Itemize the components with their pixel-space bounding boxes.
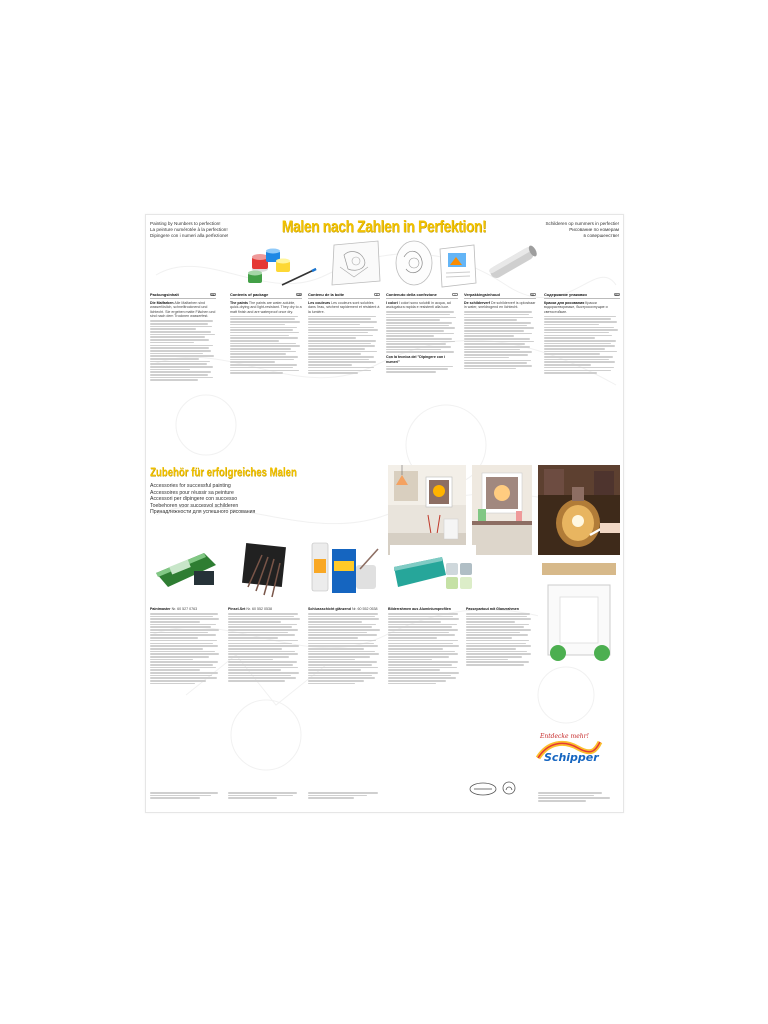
rolled-canvas-illustration <box>482 237 542 289</box>
footer-note-3 <box>308 791 382 800</box>
header-right-line: Schilderen op nummers in perfectie! <box>545 221 619 226</box>
bottle-painting-photo <box>538 465 620 555</box>
paragraph-lead: Краски для рисования <box>544 300 585 305</box>
accessory-text-col-4 <box>388 607 462 787</box>
text-column-de <box>150 293 216 461</box>
header-subtitles-left <box>150 221 230 239</box>
paragraph-text: Краски водорастворимые, быстросохнущие и светостойкие. <box>544 300 608 314</box>
accessory-number: Nr. 60 552 0538 <box>246 607 272 611</box>
paragraph-text: I colori sono solubili in acqua, ad asciugatura rapida e resistenti alla luce. <box>386 300 451 310</box>
accessories-sub-line: Принадлежности для успешного рисования <box>150 509 256 516</box>
paragraph-lead: Con la tecnica del "Dipingere con i numeri" <box>386 355 446 364</box>
paintmaster-product-photo <box>150 543 222 599</box>
paragraph-lead: Les couleurs <box>308 300 331 305</box>
accessory-name: Passepartout mit Glanzrahmen <box>466 607 519 611</box>
accessory-number: Nr. 60 552 0538 <box>351 607 378 611</box>
canvas-motif-illustration <box>392 237 436 289</box>
header-left-line: La peinture numérotée à la perfection! <box>150 227 228 232</box>
accessory-name: Bilderrahmen aus Aluminiumprofilen <box>388 607 451 611</box>
passepartout-photo <box>538 561 620 665</box>
accessories-sub-line: Accessoires pour réussir sa peinture <box>150 489 234 496</box>
accessory-name: Pinsel-Set <box>228 607 246 611</box>
accessory-text-col-2 <box>228 607 302 787</box>
accessory-name: Paintmaster <box>150 607 171 611</box>
accessories-sub-line: Accessori per dipingere con successo <box>150 496 238 503</box>
brush-set-photo <box>228 541 300 601</box>
accessory-number: Nr. 60 527 0763 <box>171 607 198 611</box>
column-heading: Verpakkingsinhoud <box>464 293 500 297</box>
text-column-ru <box>544 293 620 461</box>
header-left-line: Painting by Numbers to perfection! <box>150 221 221 226</box>
svg-text:Schipper: Schipper <box>544 751 599 764</box>
paragraph-lead: The paints <box>230 300 248 305</box>
column-heading: Содержание упаковки <box>544 293 587 297</box>
svg-text:Entdecke mehr!: Entdecke mehr! <box>540 733 589 740</box>
text-column-en <box>230 293 302 461</box>
paragraph-lead: Die Malfarben <box>150 300 174 305</box>
column-heading: Contents of package <box>230 293 269 297</box>
paragraph-text: De schilderverf is oplosbaar in water, sneldrogend en lichtecht. <box>464 300 536 310</box>
column-heading: Contenuto della confezione <box>386 293 437 297</box>
paragraph-text: The paints are water-soluble, quick-drying and light-resistant. They dry to a matt finish and are waterproof once dry. <box>230 300 302 314</box>
paragraph-text: Les couleurs sont solubles dans l'eau, sèchent rapidement et résistent à la lumière. <box>308 300 380 314</box>
instruction-booklet-illustration <box>436 241 480 289</box>
text-column-fr <box>308 293 380 461</box>
header-subtitles-right <box>539 221 619 239</box>
footer-address <box>538 791 618 803</box>
column-heading: Packungsinhalt <box>150 293 179 297</box>
schipper-logo <box>534 728 604 766</box>
flag-gb-icon: GB <box>297 294 301 297</box>
accessories-subtitles <box>150 483 255 516</box>
text-column-it <box>386 293 458 461</box>
flag-de-icon: DE <box>211 294 215 297</box>
painting-template-illustration <box>328 237 384 289</box>
flag-it-icon: I <box>452 293 458 296</box>
flag-ru-icon: RU <box>615 294 619 297</box>
page-title: Malen nach Zahlen in Perfektion! <box>281 217 487 236</box>
varnish-product-photo <box>306 535 384 601</box>
accessory-name: Schlussschicht glänzend <box>308 607 351 611</box>
flag-nl-icon: NL <box>531 294 535 297</box>
accessory-text-col-1 <box>150 607 222 787</box>
accessory-text-col-3 <box>308 607 382 787</box>
paragraph-lead: I colori <box>386 300 398 305</box>
instruction-sheet <box>145 214 624 813</box>
text-column-nl <box>464 293 536 461</box>
age-warning-icon <box>502 781 516 795</box>
column-heading: Contenu de la boîte <box>308 293 345 297</box>
header-right-line: в совершенстве! <box>583 233 619 238</box>
shelf-photo <box>472 465 532 555</box>
accessory-text-col-5 <box>466 607 534 725</box>
accessories-sub-line: Toebehoren voor succesvol schilderen <box>150 502 239 509</box>
frame-product-photo <box>390 545 476 599</box>
accessories-title: Zubehör für erfolgreiches Malen <box>150 465 297 479</box>
footer-note-2 <box>228 791 302 800</box>
room-photo <box>388 465 466 555</box>
accessories-sub-line: Accessories for successful painting <box>150 483 231 489</box>
paint-pots-illustration <box>246 239 318 289</box>
flag-fr-icon: F <box>374 293 380 296</box>
header-right-line: Рисование по номерам <box>569 227 619 232</box>
footer-note-1 <box>150 791 222 800</box>
arnold-stamp-icon <box>468 781 498 797</box>
paragraph-text: Alle Malfarben sind wasserlöslich, schnelltrocknend und lichtecht. Sie ergeben matte Flächen und sind nach dem Trocknen wasserfest. <box>150 300 216 319</box>
paragraph-lead: De schilderverf <box>464 300 490 305</box>
header-left-line: Dipingere con i numeri alla perfezione! <box>150 233 229 238</box>
